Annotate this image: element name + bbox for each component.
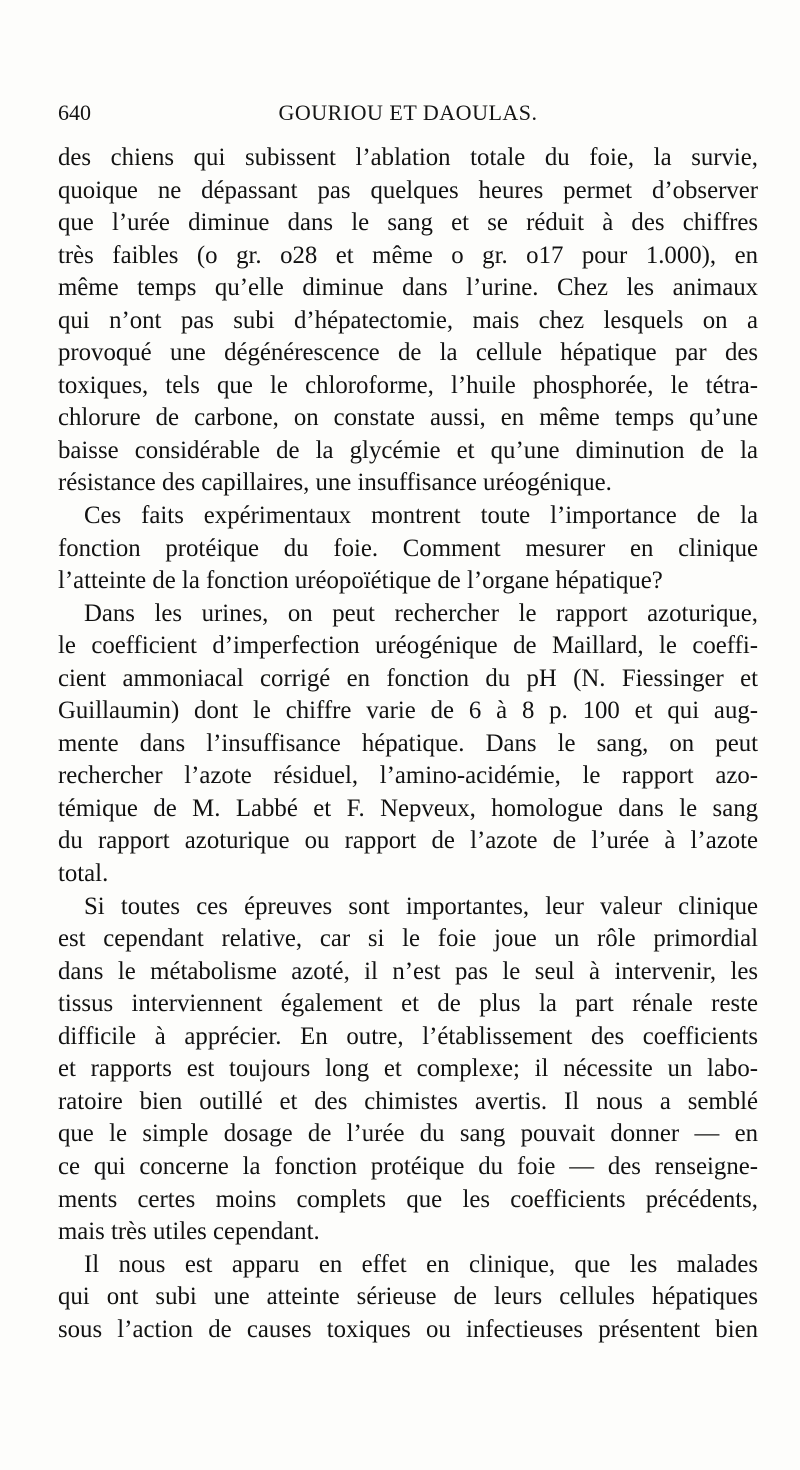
- text-line: Il nous est apparu en effet en clinique, que les malades: [84, 1250, 758, 1278]
- text-line: et rapports est toujours long et complexe; il nécessite un labo-: [58, 1055, 758, 1083]
- text-line: fonction protéique du foie. Comment mesurer en clinique: [58, 534, 758, 562]
- paragraph: [58, 142, 758, 500]
- text-line: ratoire bien outillé et des chimistes avertis. Il nous a semblé: [58, 1087, 758, 1115]
- text-line: sous l’action de causes toxiques ou infectieuses présentent bien: [58, 1315, 758, 1343]
- text-line: qui n’ont pas subi d’hépatectomie, mais chez lesquels on a: [58, 306, 758, 334]
- text-line: du rapport azoturique ou rapport de l’azote de l’urée à l’azote: [58, 827, 758, 855]
- text-line: qui ont subi une atteinte sérieuse de leurs cellules hépatiques: [58, 1283, 758, 1311]
- text-line: toxiques, tels que le chloroforme, l’huile phosphorée, le tétra-: [58, 371, 758, 399]
- text-line: provoqué une dégénérescence de la cellule hépatique par des: [58, 339, 758, 367]
- text-line: Dans les urines, on peut rechercher le rapport azoturique,: [84, 599, 758, 627]
- text-line: Ces faits expérimentaux montrent toute l’importance de la: [84, 502, 758, 530]
- text-line: chlorure de carbone, on constate aussi, en même temps qu’une: [58, 404, 758, 432]
- text-line: le coefficient d’imperfection uréogénique de Maillard, le coeffi-: [58, 632, 758, 660]
- page-header: [58, 100, 758, 136]
- page-number: 640: [58, 100, 91, 125]
- text-line: quoique ne dépassant pas quelques heures permet d’observer: [58, 176, 758, 204]
- paragraph: [58, 500, 758, 598]
- paragraph: [58, 1249, 758, 1347]
- text-line: total.: [58, 860, 109, 888]
- text-line: difficile à apprécier. En outre, l’établissement des coefficients: [58, 1022, 758, 1050]
- text-line: dans le métabolisme azoté, il n’est pas le seul à intervenir, les: [58, 957, 758, 985]
- text-line: même temps qu’elle diminue dans l’urine. Chez les animaux: [58, 274, 758, 302]
- text-line: cient ammoniacal corrigé en fonction du pH (N. Fiessinger et: [58, 664, 758, 692]
- running-head: GOURIOU ET DAOULAS.: [278, 100, 538, 125]
- text-line: que le simple dosage de l’urée du sang pouvait donner — en: [58, 1120, 758, 1148]
- text-line: est cependant relative, car si le foie joue un rôle primordial: [58, 925, 758, 953]
- text-line: très faibles (o gr. o28 et même o gr. o17 pour 1.000), en: [58, 241, 758, 269]
- text-line: rechercher l’azote résiduel, l’amino-acidémie, le rapport azo-: [58, 762, 758, 790]
- paragraph: [58, 891, 758, 1249]
- text-line: tissus interviennent également et de plus la part rénale reste: [58, 990, 758, 1018]
- text-line: l’atteinte de la fonction uréopoïétique de l’organe hépatique?: [58, 567, 663, 595]
- text-line: Si toutes ces épreuves sont importantes, leur valeur clinique: [84, 892, 758, 920]
- paragraph: [58, 598, 758, 891]
- text-line: témique de M. Labbé et F. Nepveux, homologue dans le sang: [58, 794, 758, 822]
- text-line: que l’urée diminue dans le sang et se réduit à des chiffres: [58, 209, 758, 237]
- text-line: résistance des capillaires, une insuffisance uréogénique.: [58, 469, 612, 497]
- text-line: mente dans l’insuffisance hépatique. Dans le sang, on peut: [58, 729, 758, 757]
- text-line: Guillaumin) dont le chiffre varie de 6 à 8 p. 100 et qui aug-: [58, 697, 758, 725]
- text-line: ments certes moins complets que les coefficients précédents,: [58, 1185, 758, 1213]
- text-line: des chiens qui subissent l’ablation totale du foie, la survie,: [58, 144, 758, 171]
- text-line: mais très utiles cependant.: [58, 1218, 320, 1246]
- text-line: ce qui concerne la fonction protéique du foie — des renseigne-: [58, 1152, 758, 1180]
- body-text: [58, 142, 758, 1346]
- text-line: baisse considérable de la glycémie et qu’une diminution de la: [58, 436, 758, 464]
